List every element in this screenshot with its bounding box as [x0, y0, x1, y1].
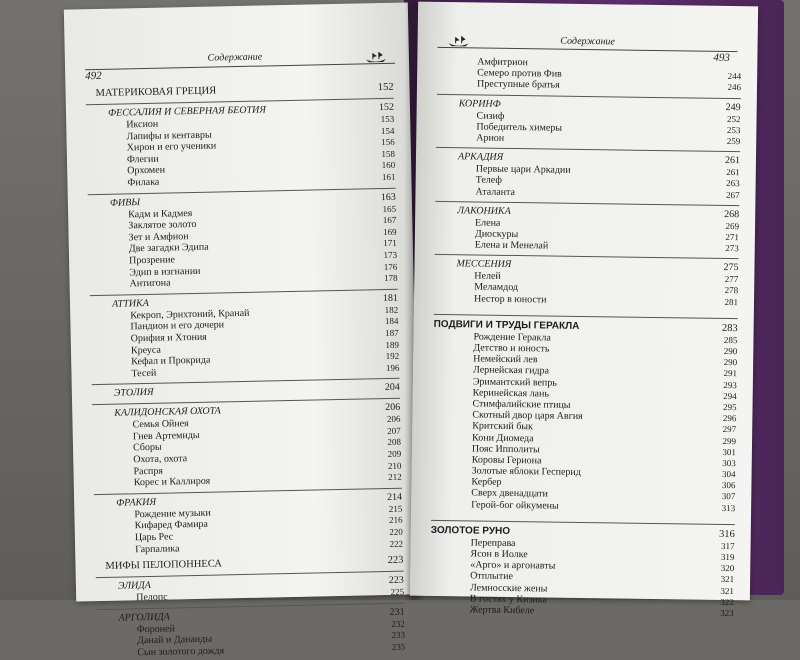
toc-entry-page: 210 — [384, 460, 402, 472]
toc-entry-title: Золотые яблоки Гесперид — [432, 465, 587, 478]
toc-entry-title: Преступные братья — [437, 78, 566, 91]
toc-entry-page: 290 — [720, 357, 738, 368]
toc-entry-title: Креуса — [91, 344, 167, 357]
toc-entry-page: 278 — [721, 285, 739, 296]
toc-entry-title: КАЛИДОНСКАЯ ОХОТА — [92, 405, 227, 421]
toc-entry-title: Фороней — [97, 623, 181, 636]
toc-entry-title: Лемносские жены — [430, 581, 554, 594]
toc-entry-title: Сборы — [93, 442, 168, 455]
toc-entry-page: 220 — [385, 527, 403, 539]
toc-entry-title: Жертва Кибеле — [430, 604, 541, 617]
toc-entry-page: 156 — [377, 137, 395, 149]
toc-entry-title: Лернейская гидра — [433, 364, 555, 377]
running-head: Содержание — [458, 34, 718, 49]
toc-entry-title: Данай и Данаиды — [97, 634, 218, 648]
toc-entry-page: 165 — [378, 203, 396, 215]
toc-entry-title: Эдип в изгнании — [89, 265, 206, 279]
toc-entry-page: 176 — [380, 261, 398, 273]
toc-entry-title: Нелей — [434, 270, 507, 282]
toc-entry-title: Рождение Геракла — [433, 331, 556, 344]
toc-entry-title: Елена и Менелай — [435, 239, 555, 252]
toc-entry-page: 187 — [381, 328, 399, 340]
toc-entry-title: АТТИКА — [90, 297, 155, 311]
toc-entry-page: 275 — [719, 261, 738, 274]
toc-entry-page: 233 — [387, 630, 405, 642]
right-page — [410, 2, 758, 601]
toc-entry-page: 307 — [718, 491, 736, 502]
table-of-contents — [430, 56, 742, 619]
toc-entry-title: Две загадки Эдипа — [89, 242, 215, 256]
toc-entry-title: ЭЛИДА — [96, 579, 157, 593]
toc-entry-title: Пелопс — [96, 592, 174, 605]
toc-entry-title: ФРАКИЯ — [94, 496, 162, 510]
toc-entry-title: Кербер — [431, 476, 507, 488]
toc-entry-page: 232 — [387, 618, 405, 630]
toc-entry-page: 163 — [377, 190, 396, 203]
toc-entry-title: Немейский лев — [433, 353, 544, 366]
toc-entry-page: 249 — [722, 100, 741, 113]
toc-entry-page: 323 — [716, 608, 734, 619]
toc-entry-page: 214 — [383, 491, 402, 504]
toc-entry-title: Скотный двор царя Авгия — [432, 409, 588, 422]
toc-entry-page: 277 — [721, 274, 739, 285]
page-number: 493 — [713, 52, 730, 64]
toc-entry-page: 153 — [377, 114, 395, 126]
toc-entry-page: 209 — [384, 449, 402, 461]
toc-entry-page: 206 — [381, 401, 400, 414]
left-page — [64, 2, 420, 601]
toc-entry-title: Телеф — [436, 174, 508, 186]
running-head: Содержание — [105, 49, 365, 65]
toc-entry-page: 271 — [721, 232, 739, 243]
toc-entry-title: Стимфалийские птицы — [432, 398, 576, 411]
toc-entry-title: Кони Диомеда — [432, 431, 540, 444]
toc-entry-page: 291 — [719, 368, 737, 379]
toc-entry-title: МЕССЕНИЯ — [434, 257, 517, 271]
toc-entry-title: Гнев Артемиды — [93, 430, 206, 444]
toc-entry-title: Керинейская лань — [433, 387, 555, 400]
toc-entry-title: ЭТОЛИЯ — [92, 386, 160, 400]
toc-entry-page: 261 — [722, 167, 740, 178]
toc-entry-title: «Арго» и аргонавты — [430, 559, 561, 572]
toc-entry-title: Аталанта — [435, 185, 521, 197]
toc-entry-title: МАТЕРИКОВАЯ ГРЕЦИЯ — [85, 84, 222, 100]
toc-entry-page: 184 — [381, 316, 399, 328]
toc-entry-title: Отплытие — [430, 570, 519, 582]
toc-entry-page: 285 — [720, 335, 738, 346]
toc-entry-title: Детство и юность — [433, 342, 555, 355]
toc-entry-page: 152 — [375, 101, 394, 114]
toc-entry-title: Кадм и Кадмея — [88, 207, 198, 221]
toc-entry-title: Антигона — [89, 277, 176, 290]
toc-entry-page: 319 — [717, 552, 735, 563]
toc-entry-page: 182 — [381, 304, 399, 316]
toc-part — [85, 81, 393, 100]
toc-entry-page: 152 — [374, 81, 394, 94]
toc-entry-title: Филака — [87, 177, 165, 190]
toc-entry-title: Семья Ойнея — [92, 418, 194, 432]
toc-entry-title: Победитель химеры — [436, 121, 568, 134]
toc-entry-title: Арион — [436, 132, 510, 144]
toc-entry-title: ЛАКОНИКА — [435, 204, 517, 218]
toc-part — [95, 554, 403, 573]
toc-entry-page: 196 — [382, 362, 400, 374]
toc-entry-page: 252 — [723, 113, 741, 124]
toc-entry-page: 296 — [719, 413, 737, 424]
toc-entry-page: 225 — [387, 587, 405, 599]
toc-entry-title: Хирон и его ученики — [87, 141, 223, 155]
toc-entry-title: АРГОЛИДА — [96, 610, 175, 625]
toc-entry-page: 212 — [384, 472, 402, 484]
table-of-contents — [85, 77, 405, 660]
toc-entry-page: 295 — [719, 402, 737, 413]
toc-entry-title: Меламдод — [434, 281, 524, 293]
toc-entry-title: МИФЫ ПЕЛОПОННЕСА — [95, 558, 228, 574]
toc-entry-page: 253 — [723, 125, 741, 136]
toc-entry-title: Гарпалика — [95, 543, 186, 556]
toc-entry-page: 316 — [715, 528, 735, 541]
toc-entry-page: 269 — [721, 221, 739, 232]
toc-entry-title: Флегии — [87, 153, 165, 166]
toc-entry-title: Сын золотого дождя — [97, 645, 230, 659]
ship-ornament-icon — [365, 51, 387, 63]
toc-entry-title: Семеро против Фив — [437, 67, 568, 80]
toc-entry-title: Кифаред Фамира — [95, 519, 215, 533]
toc-entry-page: 283 — [718, 322, 738, 335]
toc-entry-title: Коровы Гериона — [432, 454, 548, 467]
toc-entry-page: 167 — [379, 215, 397, 227]
toc-entry-page: 259 — [723, 136, 741, 147]
toc-entry-title: Орифия и Хтония — [91, 332, 213, 346]
toc-entry-title: Тесей — [91, 367, 162, 380]
toc-entry-page: 181 — [379, 291, 398, 304]
toc-entry-page: 204 — [381, 381, 400, 394]
toc-entry-page: 207 — [383, 426, 401, 438]
toc-entry-title: ФИВЫ — [88, 196, 146, 210]
toc-entry-title: Распря — [93, 465, 169, 478]
toc-entry-page: 244 — [724, 71, 742, 82]
toc-entry-page: 263 — [722, 178, 740, 189]
toc-entry-page: 267 — [722, 189, 740, 200]
toc-entry-page: 222 — [385, 538, 403, 550]
toc-entry-page: 171 — [379, 238, 397, 250]
toc-entry-title: Сверх двенадцати — [431, 487, 554, 500]
toc-entry-title: Диоскуры — [435, 228, 524, 240]
toc-entry-page: 297 — [719, 424, 737, 435]
toc-entry-page: 261 — [721, 154, 740, 167]
toc-entry-title: Кекроп, Эрихтоний, Кранай — [90, 307, 255, 322]
toc-entry-title: Переправа — [431, 537, 522, 549]
toc-entry-page: 321 — [716, 585, 734, 596]
toc-entry-title: Корес и Каллироя — [94, 476, 217, 490]
page-number: 492 — [85, 70, 102, 82]
toc-entry-page: 268 — [720, 208, 739, 221]
toc-entry-page: 301 — [718, 447, 736, 458]
toc-entry-title: Критский бык — [432, 420, 539, 433]
toc-entry-page: 299 — [718, 435, 736, 446]
toc-entry-page: 216 — [385, 515, 403, 527]
toc-entry-page: 189 — [381, 339, 399, 351]
toc-entry-title: Царь Рес — [95, 531, 180, 544]
toc-entry-title: Охота, охота — [93, 453, 193, 467]
toc-entry-title: В гостях у Кизика — [430, 593, 553, 606]
toc-section — [92, 378, 400, 400]
toc-entry-page: 158 — [377, 149, 395, 161]
toc-entry-page: 290 — [720, 346, 738, 357]
toc-entry-title: ПОДВИГИ И ТРУДЫ ГЕРАКЛА — [434, 318, 586, 333]
toc-entry-page: 306 — [718, 480, 736, 491]
toc-entry-page: 160 — [378, 160, 396, 172]
toc-entry-page: 273 — [721, 243, 739, 254]
toc-entry-page: 208 — [383, 437, 401, 449]
toc-entry-page: 231 — [385, 605, 404, 618]
toc-entry-title: АРКАДИЯ — [436, 150, 509, 164]
toc-entry-page: 192 — [382, 351, 400, 363]
toc-entry-page: 303 — [718, 458, 736, 469]
toc-entry-page: 206 — [383, 414, 401, 426]
toc-entry-page: 317 — [717, 541, 735, 552]
toc-entry-title: ФЕССАЛИЯ И СЕВЕРНАЯ БЕОТИЯ — [86, 103, 272, 120]
toc-entry-page: 304 — [718, 469, 736, 480]
toc-entry-page: 161 — [378, 172, 396, 184]
toc-entry-title: Зет и Амфион — [89, 231, 195, 245]
toc-entry-title: Герой-бог ойкумены — [431, 499, 565, 512]
toc-entry-page: 313 — [718, 503, 736, 514]
toc-entry-title: Сизиф — [437, 109, 511, 121]
toc-entry-page: 235 — [388, 642, 406, 654]
toc-entry-page: 322 — [716, 597, 734, 608]
toc-entry-title: КОРИНФ — [437, 96, 507, 110]
toc-entry-page: 294 — [719, 391, 737, 402]
toc-entry-page: 223 — [385, 574, 404, 587]
toc-entry-title: Заклятое золото — [88, 219, 202, 233]
toc-entry-page: 320 — [717, 563, 735, 574]
toc-entry-title: Первые цари Аркадии — [436, 163, 577, 176]
toc-entry-page: 154 — [377, 125, 395, 137]
toc-entry-page: 173 — [379, 250, 397, 262]
toc-entry-page: 178 — [380, 273, 398, 285]
toc-entry-title: Лапифы и кентавры — [86, 129, 217, 143]
toc-entry-page: 215 — [385, 504, 403, 516]
toc-entry-page: 246 — [723, 82, 741, 93]
toc-entry-page: 293 — [719, 379, 737, 390]
toc-entry-title: Иксион — [86, 119, 164, 132]
toc-entry-title: Пояс Ипполиты — [432, 443, 546, 456]
toc-entry-page: 169 — [379, 226, 397, 238]
toc-entry-title: Эримантский вепрь — [433, 375, 563, 388]
toc-entry-title: Пандион и его дочери — [90, 320, 230, 335]
toc-entry-title: Елена — [435, 217, 506, 229]
toc-entry-title: Кефал и Прокрида — [91, 355, 216, 369]
toc-entry-title: Прозрение — [89, 254, 181, 268]
toc-entry-page: 223 — [384, 554, 404, 567]
toc-entry-title: ЗОЛОТОЕ РУНО — [431, 524, 516, 538]
toc-entry-page: 281 — [720, 297, 738, 308]
toc-entry-title: Рождение музыки — [94, 507, 217, 521]
toc-entry-title: Нестор в юности — [434, 293, 553, 306]
toc-entry-title: Амфитрион — [437, 56, 534, 69]
toc-entry-title: Орхомен — [87, 165, 171, 178]
toc-entry-page: 321 — [717, 574, 735, 585]
toc-entry-title: Ясон в Иолке — [430, 548, 533, 561]
